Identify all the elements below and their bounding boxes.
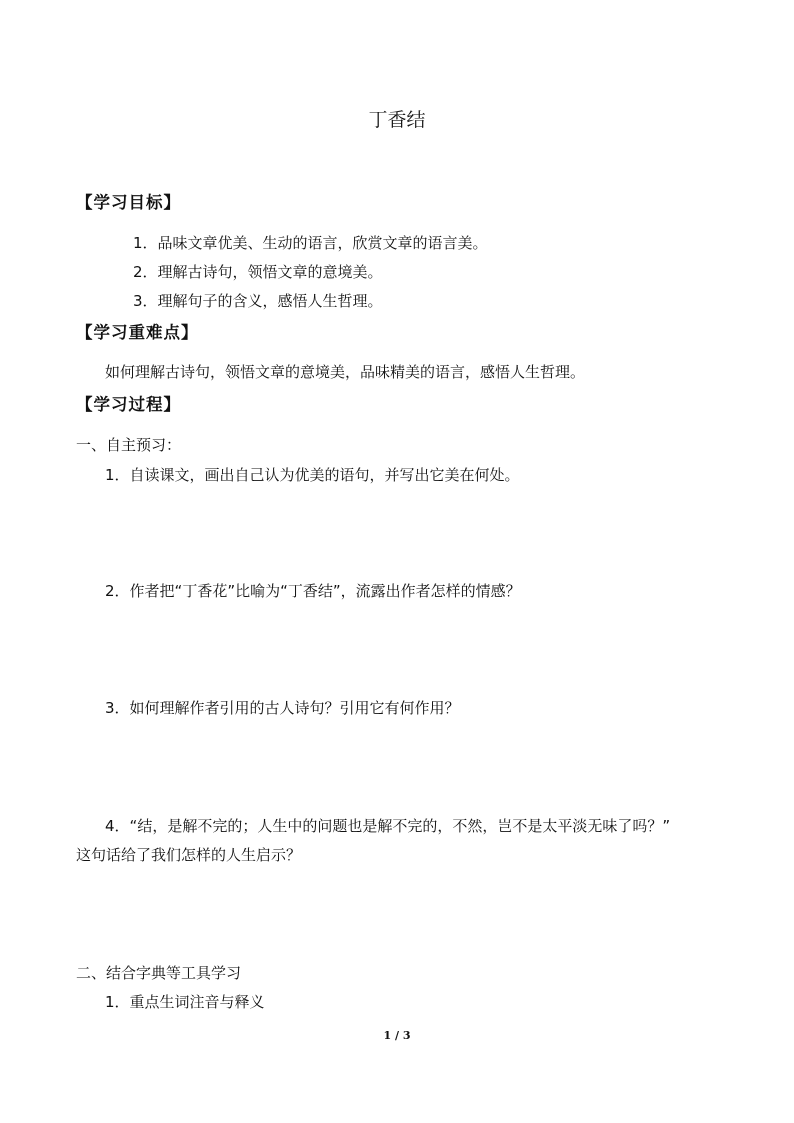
part2-title: 二、结合字典等工具学习 bbox=[76, 964, 242, 982]
question-4-line-1: 4．“结，是解不完的；人生中的问题也是解不完的，不然，岂不是太平淡无味了吗？” bbox=[105, 817, 671, 835]
goal-item-2: 2．理解古诗句，领悟文章的意境美。 bbox=[133, 263, 383, 281]
heading-learning-goals: 【学习目标】 bbox=[76, 193, 181, 212]
heading-learning-process: 【学习过程】 bbox=[76, 395, 181, 414]
question-4-line-2: 这句话给了我们怎样的人生启示？ bbox=[76, 846, 302, 864]
question-3: 3．如何理解作者引用的古人诗句？引用它有何作用？ bbox=[105, 699, 460, 717]
page-number: 1 / 3 bbox=[383, 1029, 411, 1042]
heading-key-points: 【学习重难点】 bbox=[76, 323, 199, 342]
question-2: 2．作者把“丁香花”比喻为“丁香结”，流露出作者怎样的情感？ bbox=[105, 582, 521, 600]
goal-item-1: 1．品味文章优美、生动的语言，欣赏文章的语言美。 bbox=[133, 234, 488, 252]
goal-item-3: 3．理解句子的含义，感悟人生哲理。 bbox=[133, 292, 383, 310]
question-1: 1．自读课文，画出自己认为优美的语句，并写出它美在何处。 bbox=[105, 466, 520, 484]
part2-item-1: 1．重点生词注音与释义 bbox=[105, 993, 265, 1011]
page-title: 丁香结 bbox=[368, 109, 426, 131]
key-points-text: 如何理解古诗句，领悟文章的意境美，品味精美的语言，感悟人生哲理。 bbox=[105, 363, 586, 381]
part1-title: 一、自主预习： bbox=[76, 436, 182, 454]
